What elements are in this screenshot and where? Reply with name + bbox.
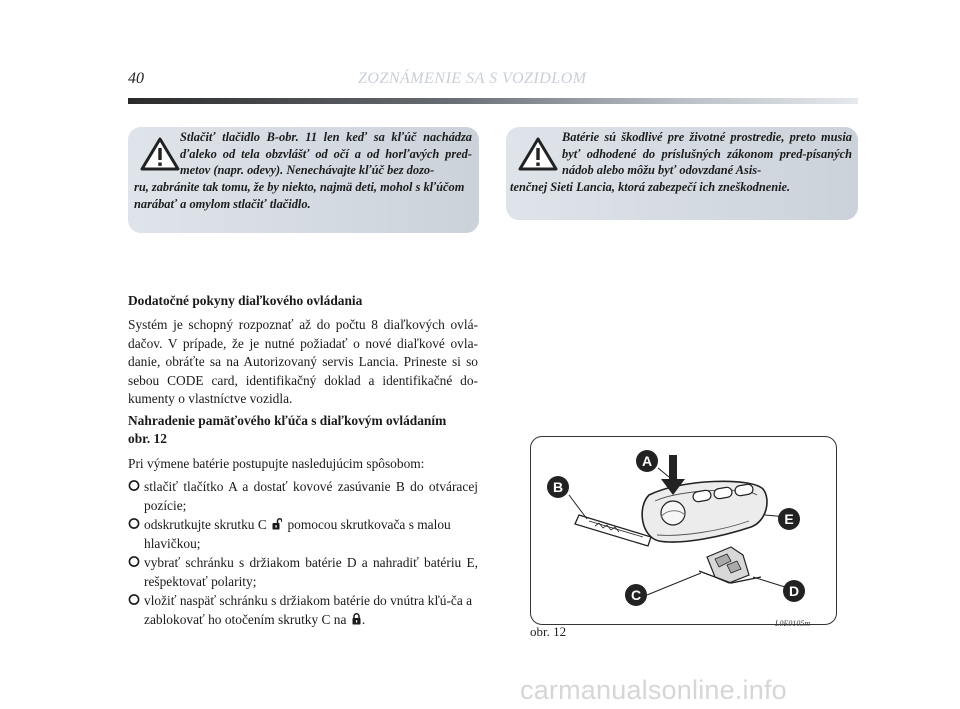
key-blade bbox=[575, 515, 651, 546]
key-fob bbox=[642, 481, 767, 542]
list-item-text-a: vložiť naspäť schránku s držiakom batérie do vnútra kľú-ča a zablokovať ho otočením skrutky C na bbox=[144, 593, 473, 627]
label-b bbox=[547, 476, 569, 498]
figure-code: L0E0105m bbox=[775, 619, 811, 628]
warning-box-right bbox=[506, 127, 858, 220]
bullet-circle-icon bbox=[128, 517, 140, 529]
list-item-text: vybrať schránku s držiakom batérie D a nahradiť batériu E, rešpektovať polarity; bbox=[144, 555, 478, 589]
key-illustration bbox=[531, 437, 836, 624]
list-item-text-a: odskrutkujte skrutku C bbox=[144, 517, 267, 532]
bullet-circle-icon bbox=[128, 593, 140, 605]
label-a bbox=[636, 450, 658, 472]
svg-text:A: A bbox=[641, 453, 653, 469]
watermark: carmanualsonline.info bbox=[520, 675, 787, 705]
battery-holder bbox=[699, 547, 761, 583]
section-heading-key: Nahradenie pamäťového kľúča s diaľkovým ovládaním bbox=[128, 413, 447, 428]
header-rule bbox=[128, 98, 858, 104]
label-c bbox=[625, 584, 647, 606]
label-e bbox=[778, 508, 800, 530]
warning-text-right-1: Batérie sú škodlivé pre životné prostredie, preto musia byť odhodené do príslušných zákonom pred-písaných nádob alebo môžu byť odovzdané Asis- bbox=[562, 130, 852, 177]
warning-box-left bbox=[128, 127, 479, 233]
figure-frame bbox=[530, 436, 837, 625]
page-number: 40 bbox=[128, 70, 144, 87]
list-item-text-b: . bbox=[361, 611, 366, 627]
bullet-circle-icon bbox=[128, 555, 140, 567]
unlock-padlock-icon bbox=[272, 518, 282, 530]
section-heading-remote: Dodatočné pokyny diaľkového ovládania bbox=[128, 293, 363, 308]
list-item-text bbox=[144, 592, 478, 629]
section-title: ZOZNÁMENIE SA S VOZIDLOM bbox=[358, 70, 587, 87]
svg-text:D: D bbox=[788, 583, 800, 599]
svg-text:B: B bbox=[552, 479, 564, 495]
warning-triangle-icon bbox=[140, 137, 180, 171]
list-item bbox=[128, 516, 478, 556]
figure-caption: obr. 12 bbox=[530, 624, 567, 639]
warning-text-left-1: Stlačiť tlačidlo B-obr. 11 len keď sa kľúč nachádza ďaleko od tela obzvlášť od očí a od horľavých pred-metov (napr. odevy). Nenechávajte kľúč bez dozo- bbox=[180, 130, 472, 177]
list-item bbox=[128, 554, 478, 594]
list-item-text-b: pomocou skrutkovača s malou hlavičkou; bbox=[144, 517, 451, 551]
svg-text:C: C bbox=[630, 587, 642, 603]
bullet-circle-icon bbox=[128, 479, 140, 491]
svg-text:E: E bbox=[784, 511, 794, 527]
warning-text-right-2: tenčnej Sieti Lancia, ktorá zabezpečí ich zneškodnenie. bbox=[510, 180, 791, 194]
warning-triangle-icon bbox=[518, 137, 558, 171]
section-heading-key-figref: obr. 12 bbox=[128, 431, 167, 446]
warning-text-left-2: ru, zabránite tak tomu, že by niekto, najmä deti, mohol s kľúčom narábať a omylom stlačiť tlačidlo. bbox=[134, 180, 465, 211]
list-item bbox=[128, 478, 478, 518]
label-d bbox=[783, 580, 805, 602]
section-body-remote: Systém je schopný rozpoznať až do počtu 8 diaľkových ovlá-dačov. V prípade, že je nutné požiadať o nové diaľkové ovla-danie, obráťte sa na Autorizovaný servis Lancia. Prineste si so sebou CODE card, identifikačný doklad a identifikačné do-kumenty o vlastníctve vozidla. bbox=[128, 317, 478, 407]
list-item-text: stlačiť tlačítko A a dostať kovové zasúvanie B do otváracej pozície; bbox=[144, 479, 478, 513]
procedure-intro: Pri výmene batérie postupujte nasledujúcim spôsobom: bbox=[128, 456, 425, 471]
list-item-text bbox=[144, 516, 478, 553]
list-item bbox=[128, 592, 478, 632]
lock-padlock-icon bbox=[352, 613, 361, 625]
